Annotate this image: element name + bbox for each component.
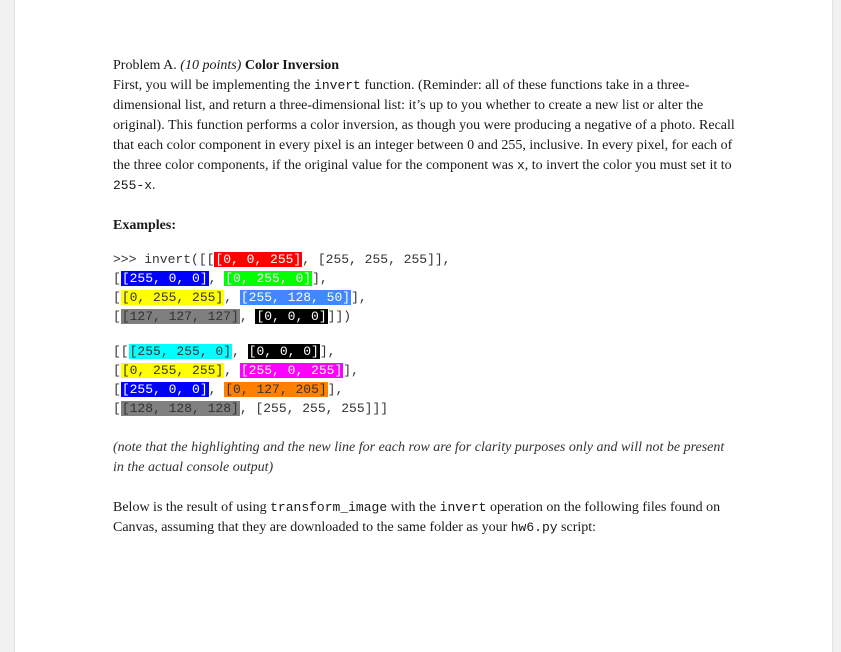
pixel-value-highlight: [127, 127, 127] [121,309,239,324]
pixel-value-highlight: [255, 255, 0] [129,344,232,359]
document-content [113,56,738,552]
code-line [113,307,738,326]
problem-heading [113,56,738,76]
code-text: ], [343,363,359,378]
expr-code: 255-x [113,178,153,193]
code-text: [ [113,290,121,305]
below-text-4: script: [557,520,597,535]
pixel-value-highlight: [255, 0, 255] [240,363,343,378]
code-text: ], [327,382,344,397]
code-text: ]]) [327,309,352,324]
code-line [113,399,738,418]
pixel-value-highlight: [0, 0, 255] [215,252,302,267]
code-text: ], [312,271,328,286]
code-text: [[ [113,344,129,359]
below-text-1: Below is the result of using [113,500,271,515]
pixel-value-highlight: [0, 127, 205] [225,382,327,397]
invert-code: invert [314,78,361,93]
problem-title: Color Inversion [244,58,340,73]
intro-paragraph [113,76,738,196]
pixel-value-highlight: [0, 0, 0] [248,344,319,359]
code-text: [ [113,382,121,397]
code-text: , [232,344,248,359]
script-filename: hw6.py [510,520,558,535]
document-page [14,0,833,652]
transform-image-code: transform_image [270,500,388,515]
below-paragraph [113,498,738,538]
code-text: , [208,271,225,286]
code-line [113,269,738,288]
invert-call-block [113,250,738,326]
points-label: (10 points) [180,58,242,73]
invert-code-2: invert [439,500,487,515]
examples-label: Examples: [113,218,176,233]
pixel-value-highlight: [128, 128, 128] [121,401,239,416]
below-text-3: operation on the following files found on Canvas, assuming that they are downloaded to the same folder as your [113,500,721,535]
code-line [113,361,738,380]
pixel-value-highlight: [0, 255, 255] [121,363,224,378]
pixel-value-highlight: [255, 0, 0] [121,271,208,286]
pixel-value-highlight: [0, 0, 0] [256,309,327,324]
pixel-value-highlight: [0, 255, 255] [121,290,224,305]
code-text: [ [113,309,121,324]
clarity-note: (note that the highlighting and the new line for each row are for clarity purposes only and will not be present in the actual console output) [113,440,725,475]
code-text: [ [113,401,121,416]
code-text: , [255, 255, 255]]] [239,401,389,416]
invert-result-block [113,342,738,418]
code-text: , [224,363,240,378]
x-code: x [516,158,525,173]
code-prompt: >>> invert([[ [113,252,215,267]
code-line [113,380,738,399]
intro-text-1: First, you will be implementing the [113,78,315,93]
code-line [113,250,738,269]
pixel-value-highlight: [0, 255, 0] [225,271,312,286]
code-line [113,342,738,361]
problem-label: Problem A. [113,58,177,73]
intro-text-3: , to invert the color you must set it to [524,158,732,173]
pixel-value-highlight: [255, 128, 50] [240,290,351,305]
intro-text-4: . [152,178,156,193]
code-text: , [208,382,225,397]
code-text: , [239,309,256,324]
code-text: , [224,290,240,305]
below-text-2: with the [387,500,440,515]
intro-text-2: function. (Reminder: all of these functions take in a three-dimensional list, and return a three-dimensional list: it’s up to you whether to create a new list or alter the original). This function performs a color inversion, as though you were producing a negative of a photo. Recall that each color component in every pixel is an integer between 0 and 255, inclusive. In every pixel, for each of the three color components, if the original value for the component was [113,78,735,173]
code-text: [ [113,363,121,378]
code-text: ], [351,290,367,305]
code-text: , [255, 255, 255]], [302,252,451,267]
code-line [113,288,738,307]
code-text: [ [113,271,121,286]
code-text: ], [319,344,336,359]
pixel-value-highlight: [255, 0, 0] [121,382,208,397]
